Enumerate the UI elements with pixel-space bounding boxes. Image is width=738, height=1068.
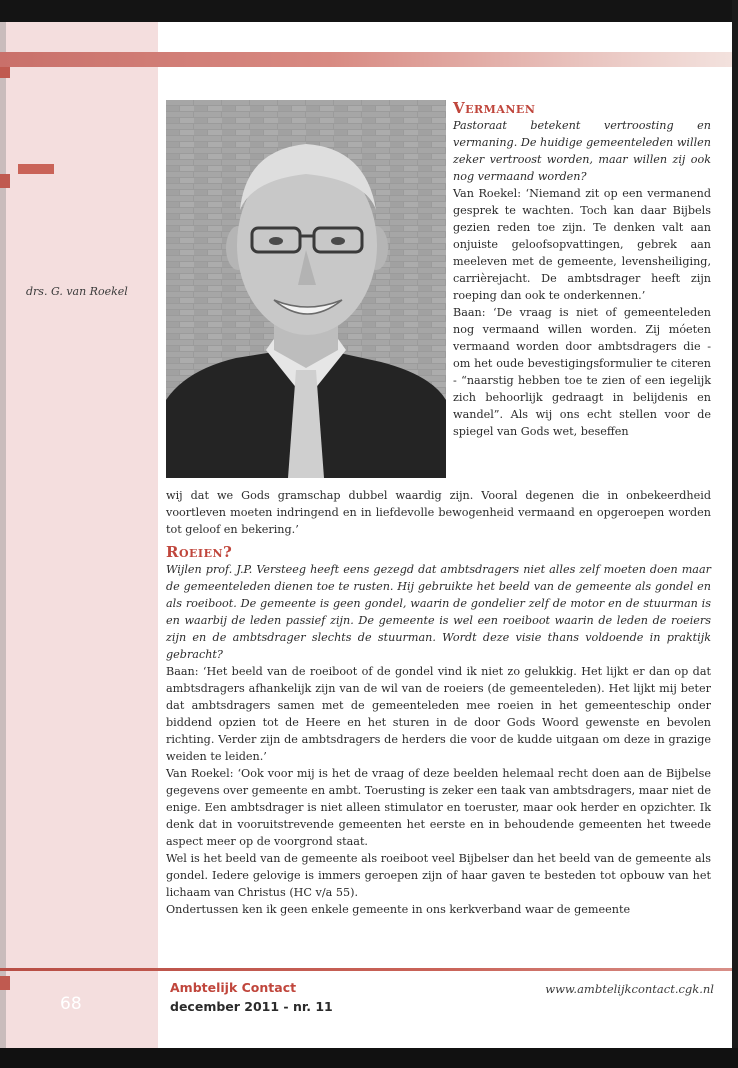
roeien-intro: Wijlen prof. J.P. Versteeg heeft eens gezegd dat ambtsdragers niet alles zelf moeten doen maar de gemeenteleden dienen toe te rusten. Hij gebruikte het beeld van de gemeente als gondel en als roeiboot. De gemeente is geen gondel, waarin de gondelier zelf de motor en de stuurman is en waarbij de leden passief zijn. De gemeente is wel een roeiboot waarin de leden de roeiers zijn en de ambtsdrager slechts de stuurman. Wordt deze visie thans voldoende in praktijk gebracht?	[166, 563, 711, 661]
footer-rule	[0, 968, 732, 971]
section-heading-vermanen: Vermanen	[453, 99, 536, 117]
header-rule	[0, 52, 732, 67]
vermanen-continuation	[166, 487, 711, 538]
vermanen-paragraph-continued: wij dat we Gods gramschap dubbel waardig zijn. Vooral degenen die in onbekeerdheid voortleven moeten indringend en in liefdevolle bewogenheid vermaand en opgeroepen worden tot geloof en bekering.’	[166, 489, 711, 536]
photo-caption: drs. G. van Roekel	[26, 285, 128, 298]
roeien-paragraph: Baan: ‘Het beeld van de roeiboot of de gondel vind ik niet zo gelukkig. Het lijkt er dan op dat ambtsdragers afhankelijk zijn van de wil van de roeiers (de gemeenteleden). Het lijkt mij beter dat ambtsdragers samen met de gemeenteleden mee roeien in het gemeenteschip onder biddend opzien tot de Heere en het sturen in de door Gods Woord gewenste en bevolen richting. Verder zijn de ambtsdragers de herders die voor de kudde uitgaan om deze in grazige weiden te leiden.’	[166, 665, 711, 763]
side-accent-bar	[18, 164, 54, 174]
roeien-paragraph: Ondertussen ken ik geen enkele gemeente in ons kerkverband waar de gemeente	[166, 903, 631, 916]
magazine-issue: december 2011 - nr. 11	[170, 999, 333, 1014]
edge-mark	[0, 976, 10, 990]
edge-mark	[0, 174, 10, 188]
scan-top-edge	[0, 0, 738, 22]
page-number: 68	[60, 994, 82, 1014]
vermanen-paragraph: Baan: ‘De vraag is niet of gemeenteleden nog vermaand willen worden. Zij móeten vermaand worden door ambtsdragers die - om het oude bevestigingsformulier te citeren - “naarstig hebben toe te zien of een iegelijk zich behoorlijk gedraagt in belijdenis en wandel”. Als wij ons echt stellen voor de spiegel van Gods wet, beseffen	[453, 306, 711, 438]
section-heading-roeien: Roeien?	[166, 543, 233, 561]
portrait-illustration	[166, 100, 446, 478]
portrait-photo	[166, 100, 446, 478]
roeien-paragraph: Van Roekel: ‘Ook voor mij is het de vraag of deze beelden helemaal recht doen aan de Bijbelse gegevens over gemeente en ambt. Toerusting is zeker een taak van ambtsdragers, maar niet de enige. Een ambtsdrager is niet alleen stimulator en toeruster, maar ook herder en opzichter. Ik denk dat in vooruitstrevende gemeenten het eerste en in behoudende gemeenten het tweede aspect meer op de voorgrond staat.	[166, 767, 711, 848]
side-panel	[0, 22, 158, 1048]
scan-right-edge	[732, 0, 738, 1068]
vermanen-intro: Pastoraat betekent vertroosting en vermaning. De huidige gemeenteleden willen zeker vertroost worden, maar willen zij ook nog vermaand worden?	[453, 119, 711, 183]
vermanen-column	[453, 100, 711, 440]
magazine-url[interactable]: www.ambtelijkcontact.cgk.nl	[545, 982, 714, 996]
roeien-section	[166, 544, 711, 918]
roeien-paragraph: Wel is het beeld van de gemeente als roeiboot veel Bijbelser dan het beeld van de gemeente als gondel. Iedere gelovige is immers geroepen zijn of haar gaven te besteden tot opbouw van het lichaam van Christus (HC v/a 55).	[166, 852, 711, 899]
magazine-title: Ambtelijk Contact	[170, 980, 297, 995]
vermanen-paragraph: Van Roekel: ‘Niemand zit op een vermanend gesprek te wachten. Toch kan daar Bijbels gezien reden toe zijn. Te denken valt aan onjuiste geloofsopvattingen, gebrek aan meeleven met de gemeente, levensheiliging, carrièrejacht. De ambtsdrager heeft zijn roeping dan ook te onderkennen.’	[453, 187, 711, 302]
scan-bottom-edge	[0, 1048, 738, 1068]
